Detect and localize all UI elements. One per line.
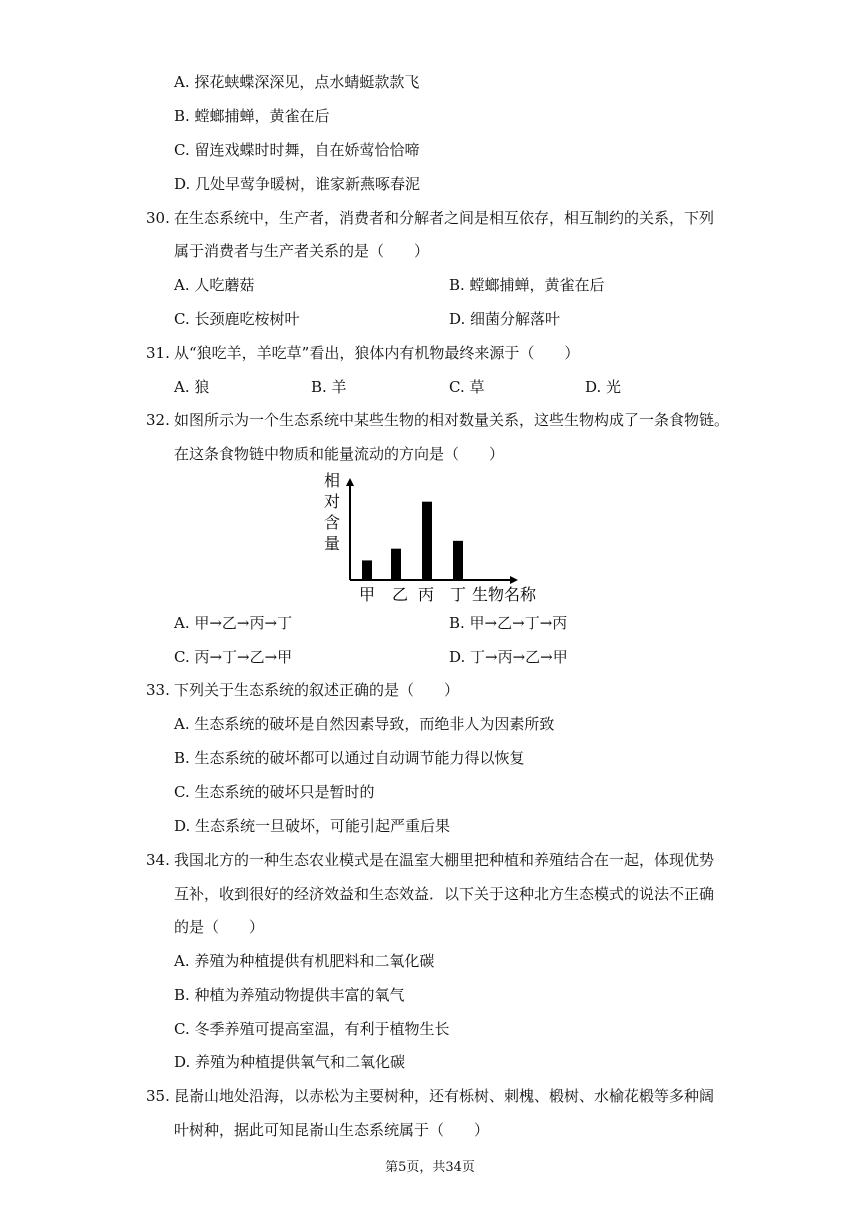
q30-option-a: A. 人吃蘑菇 <box>174 276 255 294</box>
bar-丙 <box>422 502 432 580</box>
q31-option-b: B. 羊 <box>311 378 347 396</box>
q32-stem-line1: 如图所示为一个生态系统中某些生物的相对数量关系，这些生物构成了一条食物链。 <box>174 411 730 429</box>
q32-option-b: B. 甲→乙→丁→丙 <box>449 614 568 632</box>
q33-number: 33. <box>146 681 170 699</box>
q34-stem-line2: 互补，收到很好的经济效益和生态效益．以下关于这种北方生态模式的说法不正确 <box>174 885 715 903</box>
q33-option-c: C. 生态系统的破坏只是暂时的 <box>174 783 375 801</box>
q33-stem: 下列关于生态系统的叙述正确的是（ ） <box>174 681 460 699</box>
q31-option-a: A. 狼 <box>174 378 210 396</box>
q32-option-c: C. 丙→丁→乙→甲 <box>174 648 293 666</box>
q33-option-b: B. 生态系统的破坏都可以通过自动调节能力得以恢复 <box>174 749 525 767</box>
x-tick-label: 乙 <box>391 587 409 604</box>
q33-option-d: D. 生态系统一旦破坏，可能引起严重后果 <box>174 817 451 835</box>
q32-option-a: A. 甲→乙→丙→丁 <box>174 614 293 632</box>
food-chain-bar-chart <box>318 472 548 610</box>
q32-option-d: D. 丁→丙→乙→甲 <box>449 648 568 666</box>
q35-stem-line1: 昆嵛山地处沿海，以赤松为主要树种，还有栎树、刺槐、椴树、水榆花椴等多种阔 <box>174 1087 715 1105</box>
q30-option-b: B. 螳螂捕蝉，黄雀在后 <box>449 276 605 294</box>
q33-option-a: A. 生态系统的破坏是自然因素导致，而绝非人为因素所致 <box>174 715 555 733</box>
q34-option-a: A. 养殖为种植提供有机肥料和二氧化碳 <box>174 952 435 970</box>
q34-option-b: B. 种植为养殖动物提供丰富的氧气 <box>174 986 405 1004</box>
x-tick-label: 丁 <box>449 587 467 604</box>
q32-stem-line2: 在这条食物链中物质和能量流动的方向是（ ） <box>174 445 505 463</box>
y-axis-arrow <box>346 478 354 486</box>
q35-number: 35. <box>146 1087 170 1105</box>
q34-number: 34. <box>146 851 170 869</box>
q35-stem-line2: 叶树种，据此可知昆嵛山生态系统属于（ ） <box>174 1121 490 1139</box>
x-tick-label: 甲 <box>358 587 376 604</box>
q30-option-d: D. 细菌分解落叶 <box>449 310 561 328</box>
q34-option-d: D. 养殖为种植提供氧气和二氧化碳 <box>174 1053 406 1071</box>
x-tick-label: 丙 <box>417 587 435 604</box>
q32-number: 32. <box>146 411 170 429</box>
bar-丁 <box>453 541 463 580</box>
bar-乙 <box>391 549 401 580</box>
y-axis-label-char: 含 <box>323 515 341 532</box>
x-axis-arrow <box>510 576 518 584</box>
q29-option-d: D. 几处早莺争暖树，谁家新燕啄春泥 <box>174 175 421 193</box>
y-axis-label-char: 对 <box>323 494 341 511</box>
x-axis-label: 生物名称 <box>472 587 537 604</box>
q30-number: 30. <box>146 209 170 227</box>
q31-option-c: C. 草 <box>449 378 485 396</box>
q34-stem-line3: 的是（ ） <box>174 918 265 936</box>
q29-option-c: C. 留连戏蝶时时舞，自在娇莺恰恰啼 <box>174 141 420 159</box>
q29-option-b: B. 螳螂捕蝉，黄雀在后 <box>174 107 330 125</box>
bar-甲 <box>362 560 372 580</box>
y-axis-label-char: 量 <box>323 536 341 553</box>
q30-stem-line2: 属于消费者与生产者关系的是（ ） <box>174 242 430 260</box>
q31-option-d: D. 光 <box>585 378 622 396</box>
y-axis-label-char: 相 <box>323 473 341 490</box>
q34-stem-line1: 我国北方的一种生态农业模式是在温室大棚里把种植和养殖结合在一起，体现优势 <box>174 851 715 869</box>
page-footer: 第5页，共34页 <box>385 1160 475 1175</box>
q29-option-a: A. 探花蛱蝶深深见，点水蜻蜓款款飞 <box>174 73 420 91</box>
q30-stem-line1: 在生态系统中，生产者，消费者和分解者之间是相互依存，相互制约的关系，下列 <box>174 209 715 227</box>
q30-option-c: C. 长颈鹿吃桉树叶 <box>174 310 300 328</box>
q31-number: 31. <box>146 344 170 362</box>
q34-option-c: C. 冬季养殖可提高室温，有利于植物生长 <box>174 1020 450 1038</box>
q31-stem: 从“狼吃羊，羊吃草”看出，狼体内有机物最终来源于（ ） <box>174 344 580 362</box>
